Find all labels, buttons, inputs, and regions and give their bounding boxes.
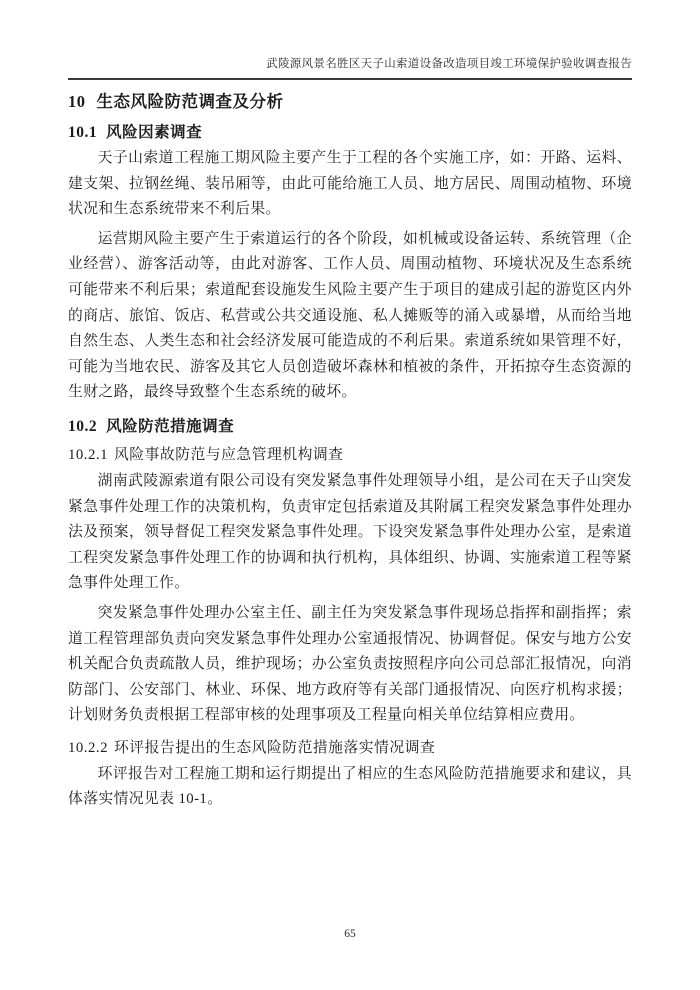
section-number: 10.1 <box>68 124 98 141</box>
section-title-text: 风险因素调查 <box>106 124 203 141</box>
chapter-heading <box>68 92 632 112</box>
chapter-title-text: 生态风险防范调查及分析 <box>96 92 284 111</box>
running-header-title: 武陵源风景名胜区天子山索道设备改造项目竣工环境保护验收调查报告 <box>266 58 632 70</box>
subsection-title-text: 环评报告提出的生态风险防范措施落实情况调查 <box>114 739 436 756</box>
section-heading-10-1 <box>68 123 632 142</box>
subsection-heading-10-2-1 <box>68 446 632 465</box>
section-title-text: 风险防范措施调查 <box>106 417 235 435</box>
subsection-title-text: 风险事故防范与应急管理机构调查 <box>114 446 344 463</box>
section-number: 10.2 <box>68 417 98 435</box>
subsection-heading-10-2-2 <box>68 739 632 758</box>
running-header <box>68 57 632 80</box>
paragraph: 运营期风险主要产生于索道运行的各个阶段，如机械或设备运转、系统管理（企业经营）、游客活动等，由此对游客、工作人员、周围动植物、环境状况及生态系统可能带来不利后果；索道配套设施发生风险主要产生于项目的建成引起的游览区内外的商店、旅馆、饭店、私营或公共交通设施、私人摊贩等的涌入或暴增，从而给当地自然生态、人类生态和社会经济发展可能造成的不利后果。索道系统如果管理不好，可能为当地农民、游客及其它人员创造破坏森林和植被的条件，开拓掠夺生态资源的生财之路，最终导致整个生态系统的破坏。 <box>68 230 632 401</box>
paragraph: 湖南武陵源索道有限公司设有突发紧急事件处理领导小组，是公司在天子山突发紧急事件处理工作的决策机构，负责审定包括索道及其附属工程突发紧急事件处理办法及预案，领导督促工程突发紧急事件处理。下设突发紧急事件处理办公室，是索道工程突发紧急事件处理工作的协调和执行机构，具体组织、协调、实施索道工程等紧急事件处理工作。 <box>68 472 632 592</box>
paragraph: 天子山索道工程施工期风险主要产生于工程的各个实施工序，如：开路、运料、建支架、拉钢丝绳、装吊厢等，由此可能给施工人员、地方居民、周围动植物、环境状况和生态系统带来不利后果。 <box>68 150 632 218</box>
page-number: 65 <box>344 928 356 940</box>
subsection-number: 10.2.2 <box>68 739 108 756</box>
chapter-number: 10 <box>68 92 86 111</box>
paragraph: 环评报告对工程施工期和运行期提出了相应的生态风险防范措施要求和建议，具体落实情况见表 10-1。 <box>68 765 632 808</box>
paragraph: 突发紧急事件处理办公室主任、副主任为突发紧急事件现场总指挥和副指挥；索道工程管理部负责向突发紧急事件处理办公室通报情况、协调督促。保安与地方公安机关配合负责疏散人员，维护现场；办公室负责按照程序向公司总部汇报情况，向消防部门、公安部门、林业、环保、地方政府等有关部门通报情况、向医疗机构求援；计划财务负责根据工程部审核的处理事项及工程量向相关单位结算相应费用。 <box>68 604 632 724</box>
subsection-number: 10.2.1 <box>68 446 108 463</box>
section-heading-10-2 <box>68 417 632 436</box>
